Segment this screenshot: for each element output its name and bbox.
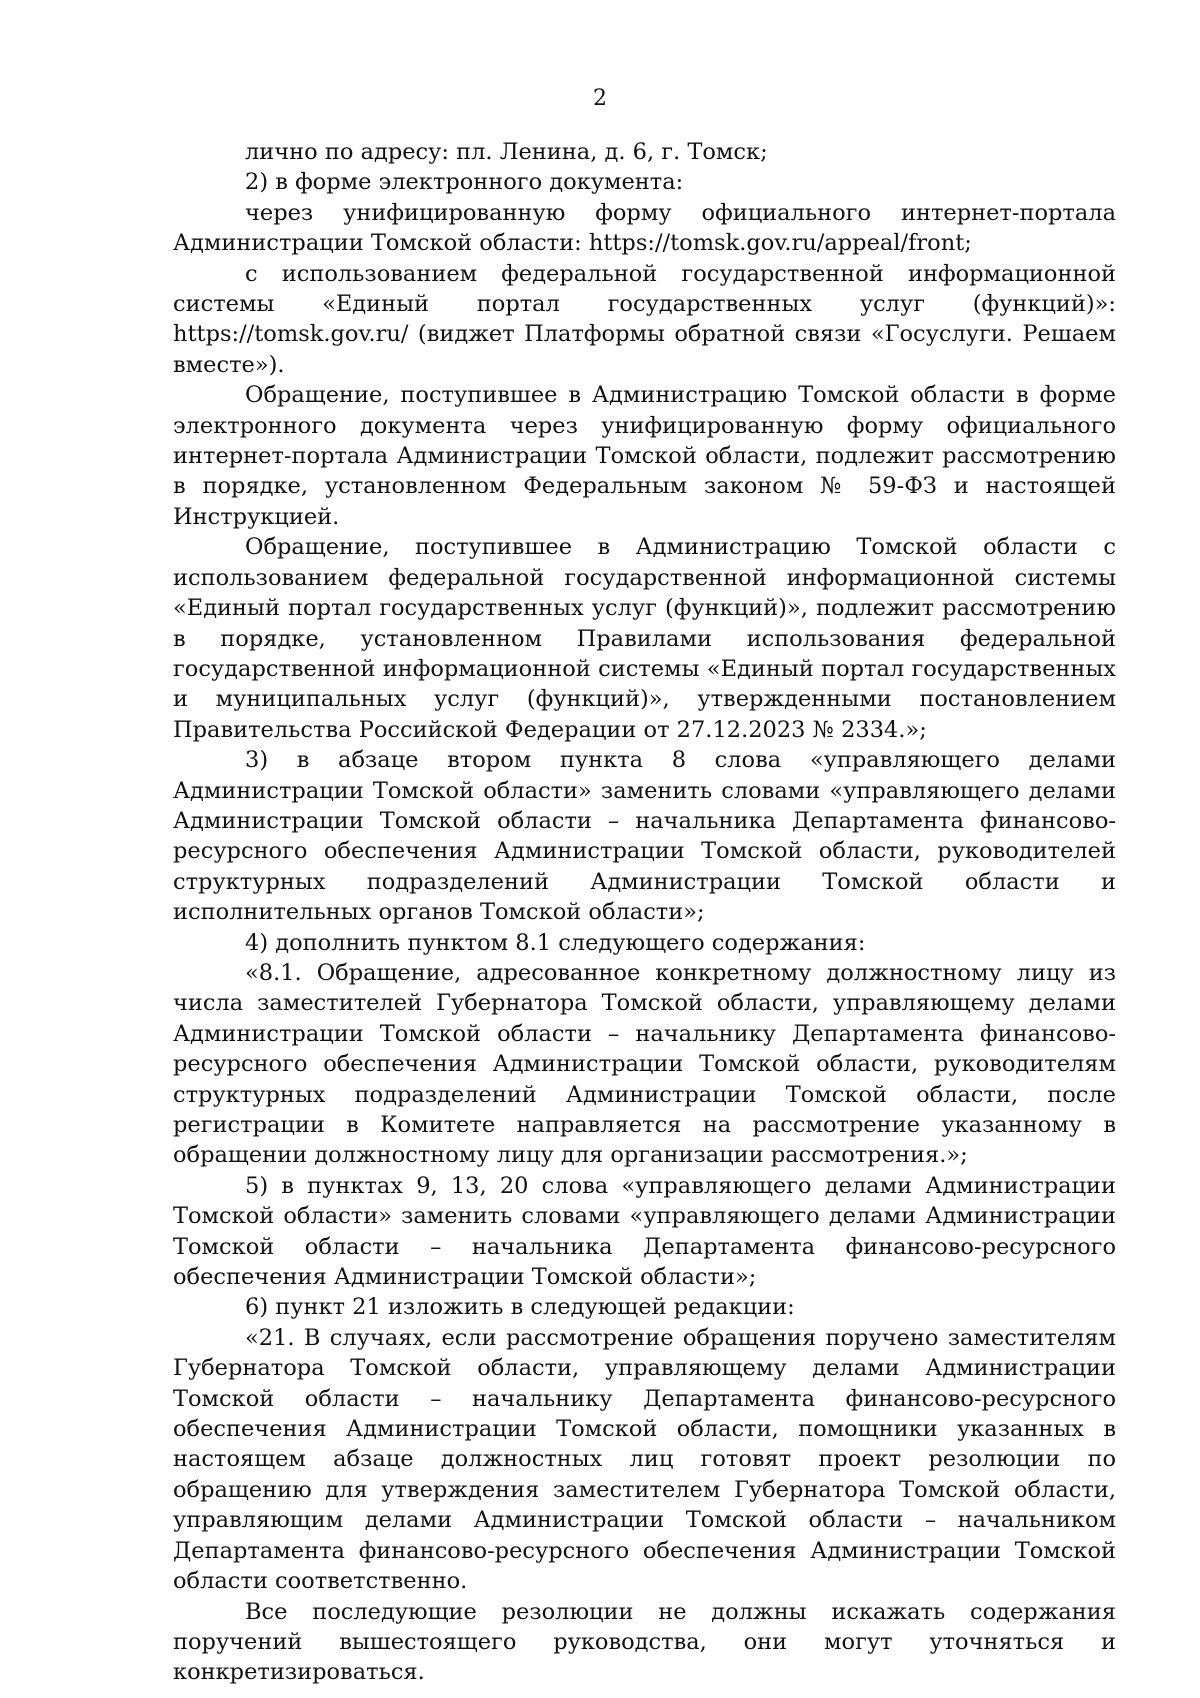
paragraph-clause-8-1: «8.1. Обращение, адресованное конкретному должностному лицу из числа заместителей Губернатора Томской области, управляющему делами Администрации Томской области – начальнику Департамента финансово-ресурсного обеспечения Администрации Томской области, руководителям структурных подразделений Администрации Томской области, после регистрации в Комитете направляется на рассмотрение указанному в обращении должностному лицу для организации рассмотрения.»;: [173, 959, 1116, 1169]
paragraph-electronic-form: 2) в форме электронного документа:: [245, 169, 684, 196]
page-number: 2: [593, 86, 607, 111]
paragraph-appeal-epgu: Обращение, поступившее в Администрацию Томской области с использованием федеральной государственной информационной системы «Единый портал государственных услуг (функций)», подлежит рассмотрению в порядке, установленном Правилами использования федеральной государственной информационной системы «Единый портал государственных и муниципальных услуг (функций)», утвержденными постановлением Правительства Российской Федерации от 27.12.2023 № 2334.»;: [173, 534, 1116, 743]
paragraph-appeal-portal: Обращение, поступившее в Администрацию Томской области в форме электронного документа через унифицированную форму официального интернет-портала Администрации Томской области, подлежит рассмотрению в порядке, установленном Федеральным законом № 59-ФЗ и настоящей Инструкцией.: [173, 382, 1116, 530]
paragraph-portal-form: через унифицированную форму официального интернет-портала Администрации Томской области: https://tomsk.gov.ru/appeal/front;: [173, 199, 1116, 257]
paragraph-gosuslugi: с использованием федеральной государственной информационной системы «Единый портал государственных услуг (функций)»: https://tomsk.gov.ru/ (виджет Платформы обратной связи «Госуслуги. Решаем вместе»).: [173, 260, 1116, 378]
paragraph-item-3: 3) в абзаце втором пункта 8 слова «управляющего делами Администрации Томской области» заменить словами «управляющего делами Администрации Томской области – начальника Департамента финансово-ресурсного обеспечения Администрации Томской области, руководителей структурных подразделений Администрации Томской области и исполнительных органов Томской области»;: [173, 747, 1116, 926]
paragraph-item-5: 5) в пунктах 9, 13, 20 слова «управляющего делами Администрации Томской области» заменить словами «управляющего делами Администрации Томской области – начальника Департамента финансово-ресурсного обеспечения Администрации Томской области»;: [173, 1172, 1116, 1291]
paragraph-clause-21: «21. В случаях, если рассмотрение обращения поручено заместителям Губернатора Томской области, управляющему делами Администрации Томской области – начальнику Департамента финансово-ресурсного обеспечения Администрации Томской области, помощники указанных в настоящем абзаце должностных лиц готовят проект резолюции по обращению для утверждения заместителем Губернатора Томской области, управляющим делами Администрации Томской области – начальником Департамента финансово-ресурсного обеспечения Администрации Томской области соответственно.: [173, 1324, 1116, 1595]
paragraph-resolutions: Все последующие резолюции не должны искажать содержания поручений вышестоящего руководства, они могут уточняться и конкретизироваться.: [173, 1598, 1116, 1686]
document-body: [173, 137, 1116, 1688]
paragraph-item-6: 6) пункт 21 изложить в следующей редакции:: [245, 1294, 795, 1321]
paragraph-item-4: 4) дополнить пунктом 8.1 следующего содержания:: [245, 929, 866, 956]
paragraph-address: лично по адресу: пл. Ленина, д. 6, г. Томск;: [245, 139, 768, 165]
